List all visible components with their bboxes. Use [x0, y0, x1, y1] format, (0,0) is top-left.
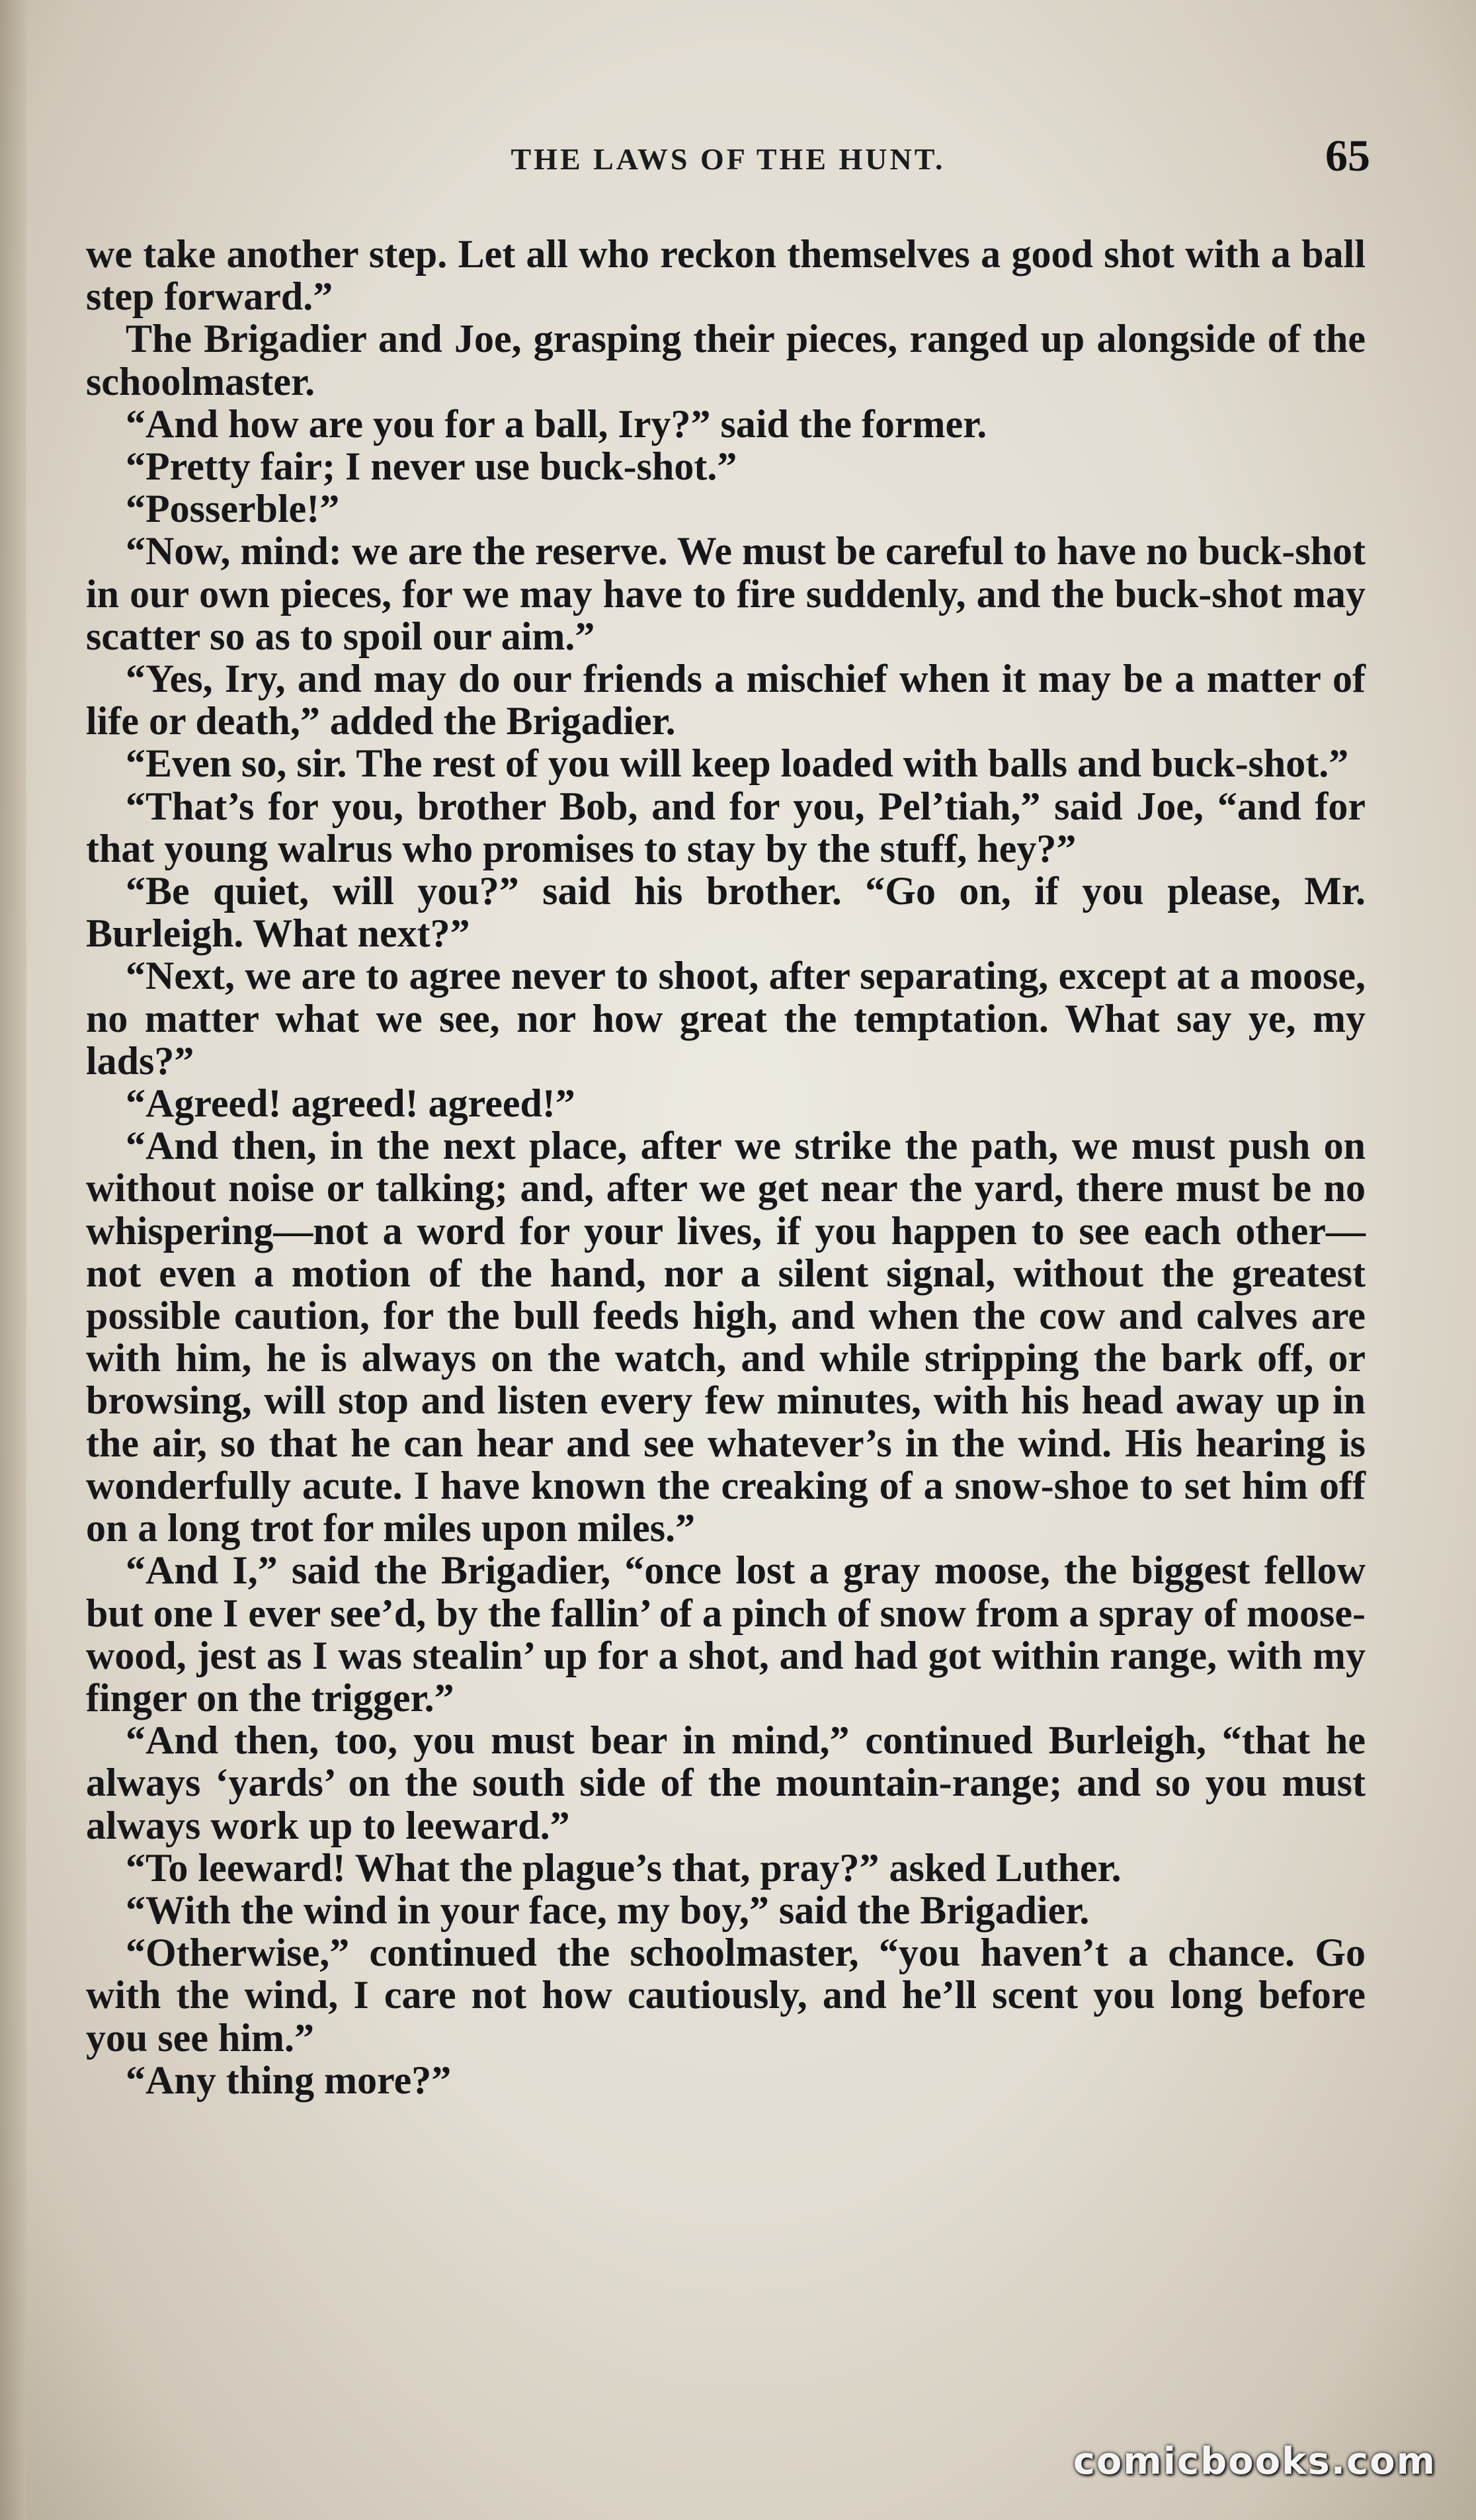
paragraph-15: “And then, too, you must bear in mind,” continued Burleigh, “that he always ‘yards’ on the south side of the mountain-range; and so you must always work up to leeward.” [86, 1718, 1366, 1847]
paragraph-12: “Agreed! agreed! agreed!” [126, 1081, 575, 1126]
paragraph-2: The Brigadier and Joe, grasping their pieces, ranged up alongside of the schoolmaster. [86, 317, 1366, 403]
body-text [86, 233, 1366, 2101]
paragraph-8: “Even so, sir. The rest of you will keep loaded with balls and buck-shot.” [126, 741, 1349, 786]
page-gutter-shadow [0, 0, 26, 2520]
paragraph-17: “With the wind in your face, my boy,” said the Brigadier. [126, 1888, 1090, 1932]
paragraph-13: “And then, in the next place, after we strike the path, we must push on without noise or talking; and, after we get near the yard, there must be no whispering—not a word for your lives, if you happen to see each other—not even a motion of the hand, nor a silent signal, without the greatest possible caution, for the bull feeds high, and when the cow and calves are with him, he is always on the watch, and while stripping the bark off, or browsing, will stop and listen every few minutes, with his head away up in the air, so that he can hear and see whatever’s in the wind. His hearing is wonderfully acute. I have known the creaking of a snow-shoe to set him off on a long trot for miles upon miles.” [86, 1124, 1366, 1550]
paragraph-1: we take another step. Let all who reckon themselves a good shot with a ball step forward.” [86, 232, 1366, 319]
paragraph-16: “To leeward! What the plague’s that, pray?” asked Luther. [126, 1845, 1122, 1890]
paragraph-19: “Any thing more?” [126, 2058, 452, 2102]
paragraph-11: “Next, we are to agree never to shoot, after separating, except at a moose, no matter what we see, nor how great the temptation. What say ye, my lads?” [86, 954, 1366, 1083]
paragraph-5: “Posserble!” [126, 487, 340, 531]
watermark: comicbooks.com [1073, 2440, 1436, 2483]
paragraph-9: “That’s for you, brother Bob, and for you, Pel’tiah,” said Joe, “and for that young walrus who promises to stay by the stuff, hey?” [86, 784, 1366, 870]
paragraph-3: “And how are you for a ball, Iry?” said the former. [126, 401, 987, 446]
paragraph-10: “Be quiet, will you?” said his brother. “Go on, if you please, Mr. Burleigh. What next?” [86, 869, 1366, 956]
paragraph-7: “Yes, Iry, and may do our friends a mischief when it may be a matter of life or death,” added the Brigadier. [86, 657, 1366, 743]
paragraph-14: “And I,” said the Brigadier, “once lost a gray moose, the biggest fellow but one I ever see’d, by the fallin’ of a pinch of snow from a spray of moose-wood, jest as I was stealin’ up for a shot, and had got within range, with my finger on the trigger.” [86, 1548, 1366, 1720]
running-title: THE LAWS OF THE HUNT. [511, 142, 946, 176]
running-head [86, 130, 1370, 189]
paragraph-4: “Pretty fair; I never use buck-shot.” [126, 444, 737, 489]
paragraph-18: “Otherwise,” continued the schoolmaster, “you haven’t a chance. Go with the wind, I care not how cautiously, and he’ll scent you long before you see him.” [86, 1931, 1366, 2060]
page-number: 65 [1325, 130, 1370, 181]
paragraph-6: “Now, mind: we are the reserve. We must be careful to have no buck-shot in our own pieces, for we may have to fire suddenly, and the buck-shot may scatter so as to spoil our aim.” [86, 529, 1366, 658]
